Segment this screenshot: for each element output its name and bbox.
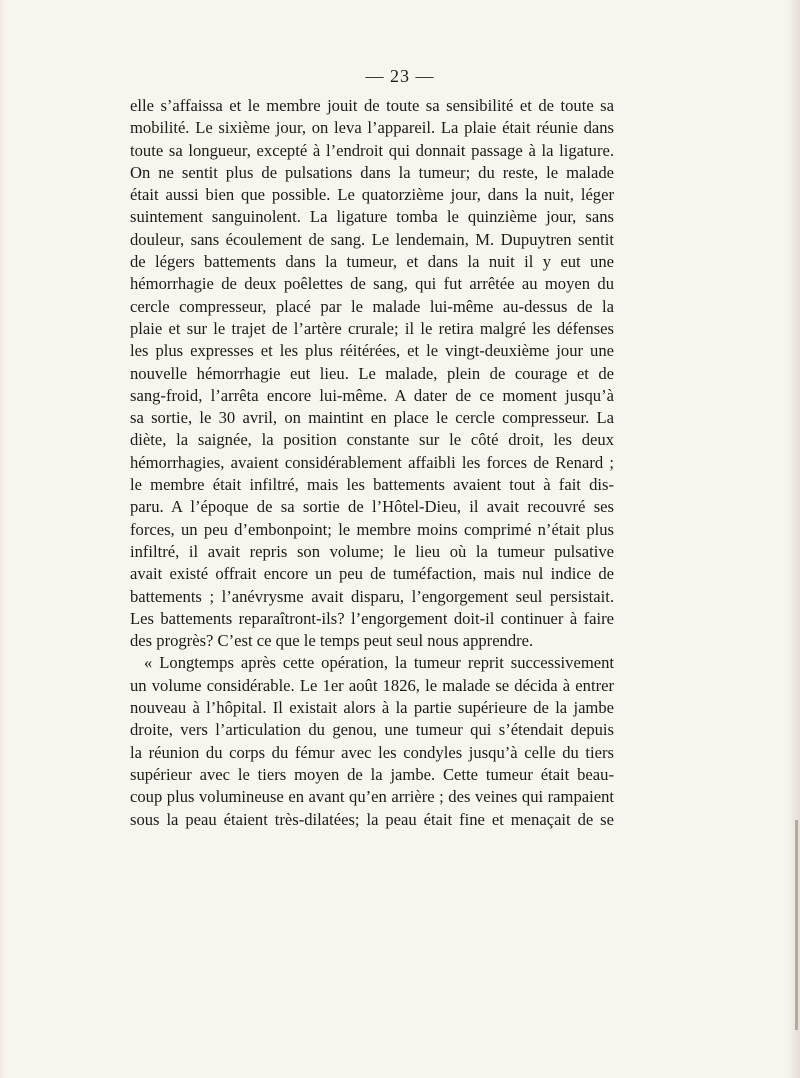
text-line: coup plus volumineuse en avant qu’en arrière ; des veines qui rampaient bbox=[130, 787, 614, 807]
text-line: douleur, sans écoulement de sang. Le lendemain, M. Dupuytren sentit bbox=[130, 229, 614, 249]
text-line: battements ; l’anévrysme avait disparu, l’engorgement seul persistait. bbox=[130, 586, 614, 606]
body-text bbox=[130, 95, 614, 831]
text-line: infiltré, il avait repris son volume; le lieu où la tumeur pulsative bbox=[130, 541, 614, 561]
page-edge-stain bbox=[795, 820, 798, 1030]
text-line: diète, la saignée, la position constante sur le côté droit, les deux bbox=[130, 430, 614, 450]
text-line: hémorrhagies, avaient considérablement affaibli les forces de Renard ; bbox=[130, 452, 614, 472]
text-line: sous la peau étaient très-dilatées; la peau était fine et menaçait de se bbox=[130, 809, 614, 829]
text-line: nouveau à l’hôpital. Il existait alors à la partie supérieure de la jambe bbox=[130, 698, 614, 718]
text-line: paru. A l’époque de sa sortie de l’Hôtel-Dieu, il avait recouvré ses bbox=[130, 497, 614, 517]
text-line: de légers battements dans la tumeur, et dans la nuit il y eut une bbox=[130, 252, 614, 272]
page-number-header: — 23 — bbox=[365, 66, 435, 86]
text-line: suintement sanguinolent. La ligature tomba le quinzième jour, sans bbox=[130, 207, 614, 227]
text-line: sa sortie, le 30 avril, on maintint en place le cercle compresseur. La bbox=[130, 408, 614, 428]
text-line: elle s’affaissa et le membre jouit de toute sa sensibilité et de toute sa bbox=[130, 96, 614, 115]
text-line: la réunion du corps du fémur avec les condyles jusqu’à celle du tiers bbox=[130, 742, 614, 762]
text-line: supérieur avec le tiers moyen de la jambe. Cette tumeur était beau- bbox=[130, 764, 614, 784]
text-line: toute sa longueur, excepté à l’endroit qui donnait passage à la ligature. bbox=[130, 140, 614, 160]
text-line: hémorrhagie de deux poêlettes de sang, qui fut arrêtée au moyen du bbox=[130, 274, 614, 294]
text-line: mobilité. Le sixième jour, on leva l’appareil. La plaie était réunie dans bbox=[130, 118, 614, 138]
text-line: était aussi bien que possible. Le quatorzième jour, dans la nuit, léger bbox=[130, 185, 614, 205]
text-line: un volume considérable. Le 1er août 1826, le malade se décida à entrer bbox=[130, 675, 614, 695]
text-line: le membre était infiltré, mais les battements avaient tout à fait dis- bbox=[130, 475, 614, 495]
text-line: Les battements reparaîtront-ils? l’engorgement doit-il continuer à faire bbox=[130, 608, 614, 628]
text-line: forces, un peu d’embonpoint; le membre moins comprimé n’était plus bbox=[130, 519, 614, 539]
page-left-edge-shadow bbox=[0, 0, 6, 1078]
text-line: plaie et sur le trajet de l’artère crurale; il le retira malgré les défenses bbox=[130, 318, 614, 338]
text-line: « Longtemps après cette opération, la tumeur reprit successivement bbox=[144, 653, 614, 673]
text-line: On ne sentit plus de pulsations dans la tumeur; du reste, le malade bbox=[130, 162, 614, 182]
text-line: droite, vers l’articulation du genou, une tumeur qui s’étendait depuis bbox=[130, 720, 614, 740]
text-line: des progrès? C’est ce que le temps peut seul nous apprendre. bbox=[130, 631, 534, 651]
text-line: cercle compresseur, placé par le malade lui-même au-dessus de la bbox=[130, 296, 614, 316]
text-line: nouvelle hémorrhagie eut lieu. Le malade, plein de courage et de bbox=[130, 363, 614, 383]
text-line: avait existé offrait encore un peu de tuméfaction, mais nul indice de bbox=[130, 564, 614, 584]
text-line: les plus expresses et les plus réitérées, et le vingt-deuxième jour une bbox=[130, 341, 614, 361]
text-line: sang-froid, l’arrêta encore lui-même. A dater de ce moment jusqu’à bbox=[130, 385, 614, 405]
